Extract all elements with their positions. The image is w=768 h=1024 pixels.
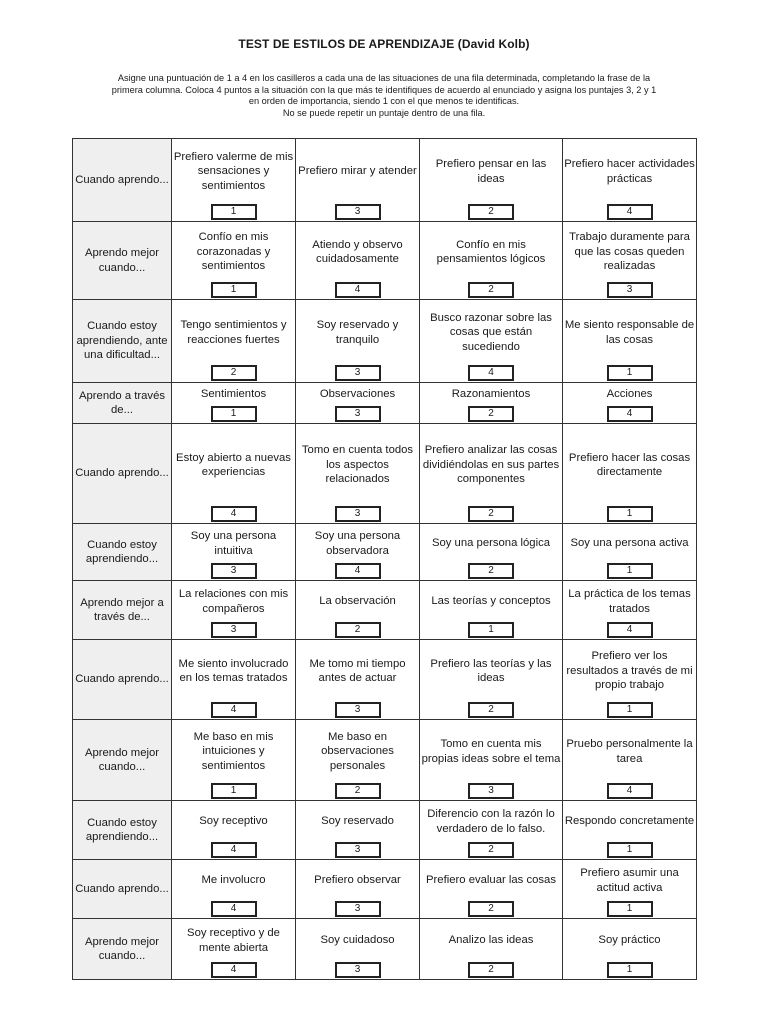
option-cell-content [296, 720, 419, 800]
option-cell-content [172, 720, 295, 800]
option-text: Prefiero valerme de mis sensaciones y sentimientos [173, 150, 294, 192]
row-label: Cuando estoy aprendiendo... [85, 538, 159, 565]
option-cell [296, 860, 420, 919]
table-row [73, 139, 697, 222]
row-label: Aprendo mejor cuando... [84, 935, 160, 962]
option-text: Analizo las ideas [448, 934, 534, 947]
option-cell-content [296, 383, 419, 423]
option-cell [172, 383, 296, 424]
score-box[interactable]: 2 [468, 406, 514, 422]
option-cell [296, 640, 420, 720]
option-text: Prefiero observar [314, 874, 401, 887]
option-text: Me tomo mi tiempo antes de actuar [309, 657, 406, 684]
option-cell-content [172, 524, 295, 580]
score-box[interactable]: 3 [335, 204, 381, 220]
option-cell-content [563, 640, 696, 719]
option-text: Trabajo duramente para que las cosas queden realizadas [569, 231, 690, 273]
option-cell-content [296, 581, 419, 639]
row-label-cell [73, 424, 172, 524]
option-cell-content [420, 383, 562, 423]
option-text: Me involucro [201, 874, 266, 887]
table-row [73, 383, 697, 424]
row-label: Aprendo mejor cuando... [84, 746, 160, 773]
option-cell [563, 300, 697, 383]
option-cell-content [172, 383, 295, 423]
row-label: Cuando aprendo... [75, 173, 169, 186]
option-cell [563, 139, 697, 222]
option-text: Prefiero hacer las cosas directamente [568, 451, 691, 478]
option-cell [296, 222, 420, 300]
option-cell-content [420, 222, 562, 299]
row-label: Aprendo a través de... [78, 389, 166, 416]
option-cell [296, 300, 420, 383]
score-box[interactable]: 2 [211, 365, 257, 381]
option-cell-content [563, 581, 696, 639]
option-cell-content [296, 524, 419, 580]
option-cell [172, 860, 296, 919]
option-cell [172, 222, 296, 300]
score-box[interactable]: 4 [607, 204, 653, 220]
learning-styles-table [72, 138, 697, 980]
option-text: Respondo concretamente [564, 815, 695, 828]
score-box[interactable]: 4 [211, 962, 257, 978]
table-row [73, 424, 697, 524]
option-text: La relaciones con mis compañeros [178, 588, 289, 615]
option-cell [296, 424, 420, 524]
option-cell-content [563, 860, 696, 918]
score-box[interactable]: 3 [335, 365, 381, 381]
table-row [73, 801, 697, 860]
score-box[interactable]: 1 [607, 702, 653, 718]
option-text: Razonamientos [451, 388, 531, 401]
option-text: Prefiero ver los resultados a través de mi propio trabajo [566, 650, 693, 692]
option-cell-content [563, 720, 696, 800]
option-text: Soy una persona activa [570, 537, 689, 550]
option-cell [420, 383, 563, 424]
option-cell [563, 919, 697, 980]
option-cell-content [172, 860, 295, 918]
option-cell-content [420, 801, 562, 859]
row-label: Cuando aprendo... [75, 882, 169, 895]
option-cell [563, 860, 697, 919]
score-box[interactable]: 3 [335, 901, 381, 917]
option-text: Acciones [606, 388, 653, 401]
option-text: Soy cuidadoso [320, 934, 395, 947]
option-cell [420, 139, 563, 222]
score-box[interactable]: 1 [211, 204, 257, 220]
score-box[interactable]: 1 [607, 842, 653, 858]
option-cell-content [420, 919, 562, 979]
option-cell [563, 801, 697, 860]
score-box[interactable]: 2 [468, 506, 514, 522]
score-box[interactable]: 2 [468, 962, 514, 978]
option-cell [420, 300, 563, 383]
option-cell [296, 581, 420, 640]
instructions [74, 73, 694, 119]
option-cell-content [296, 640, 419, 719]
option-cell-content [296, 801, 419, 859]
score-box[interactable]: 2 [468, 702, 514, 718]
row-label: Cuando estoy aprendiendo... [85, 816, 159, 843]
option-cell [172, 801, 296, 860]
score-box[interactable]: 3 [335, 406, 381, 422]
option-cell-content [420, 424, 562, 523]
option-text: Las teorías y conceptos [431, 595, 551, 608]
option-cell-content [563, 801, 696, 859]
score-box[interactable]: 2 [468, 901, 514, 917]
table-row [73, 720, 697, 801]
score-box[interactable]: 4 [211, 702, 257, 718]
option-text: Tomo en cuenta mis propias ideas sobre el tema [421, 738, 561, 765]
option-text: Sentimientos [200, 388, 267, 401]
option-cell [296, 720, 420, 801]
option-cell-content [563, 300, 696, 382]
option-cell [420, 919, 563, 980]
option-text: Soy receptivo [199, 815, 268, 828]
score-box[interactable]: 1 [211, 282, 257, 298]
option-cell [172, 300, 296, 383]
score-box[interactable]: 4 [335, 282, 381, 298]
score-box[interactable]: 3 [335, 702, 381, 718]
option-cell-content [172, 424, 295, 523]
option-text: Diferencio con la razón lo verdadero de lo falso. [427, 808, 555, 835]
row-label-cell [73, 720, 172, 801]
option-cell-content [296, 919, 419, 979]
score-box[interactable]: 2 [468, 563, 514, 579]
score-box[interactable]: 1 [607, 901, 653, 917]
option-text: Confío en mis pensamientos lógicos [436, 238, 546, 265]
option-cell [563, 524, 697, 581]
option-text: Atiendo y observo cuidadosamente [312, 238, 403, 265]
option-text: Prefiero evaluar las cosas [426, 874, 556, 887]
row-label-cell [73, 801, 172, 860]
option-text: Me siento responsable de las cosas [564, 319, 695, 346]
option-cell-content [296, 139, 419, 221]
instruction-line: en orden de importancia, siendo 1 con el que menos te identificas. [248, 96, 520, 106]
option-cell [172, 640, 296, 720]
table-row [73, 222, 697, 300]
option-cell-content [563, 222, 696, 299]
option-cell [563, 720, 697, 801]
option-text: Tengo sentimientos y reacciones fuertes [180, 319, 287, 346]
option-cell-content [563, 919, 696, 979]
option-cell [296, 139, 420, 222]
score-box[interactable]: 2 [335, 622, 381, 638]
score-box[interactable]: 1 [607, 563, 653, 579]
option-cell-content [420, 860, 562, 918]
score-box[interactable]: 3 [335, 842, 381, 858]
option-cell [420, 801, 563, 860]
score-box[interactable]: 4 [607, 622, 653, 638]
option-cell [296, 801, 420, 860]
option-text: Prefiero analizar las cosas dividiéndolas en sus partes componentes [422, 444, 560, 486]
row-label-cell [73, 640, 172, 720]
option-cell-content [296, 860, 419, 918]
option-text: Soy receptivo y de mente abierta [187, 927, 280, 954]
row-label: Cuando estoy aprendiendo, ante una dificultad... [76, 320, 168, 362]
option-cell [563, 640, 697, 720]
instruction-line: Asigne una puntuación de 1 a 4 en los casilleros a cada una de las situaciones de una fila determinada, completando la frase de la [117, 73, 651, 83]
option-text: Me baso en observaciones personales [321, 730, 394, 772]
option-cell-content [172, 222, 295, 299]
score-box[interactable]: 2 [468, 282, 514, 298]
score-box[interactable]: 1 [607, 365, 653, 381]
option-text: Prefiero hacer actividades prácticas [564, 158, 695, 185]
option-text: Observaciones [319, 388, 396, 401]
option-text: Prefiero las teorías y las ideas [430, 657, 552, 684]
option-cell [296, 919, 420, 980]
option-cell [420, 640, 563, 720]
score-box[interactable]: 1 [468, 622, 514, 638]
row-label-cell [73, 222, 172, 300]
option-cell [420, 222, 563, 300]
score-box[interactable]: 1 [211, 783, 257, 799]
table-row [73, 640, 697, 720]
option-text: Me baso en mis intuiciones y sentimientos [193, 730, 274, 772]
option-text: Pruebo personalmente la tarea [566, 738, 693, 765]
score-box[interactable]: 1 [607, 962, 653, 978]
option-cell-content [563, 524, 696, 580]
option-text: Soy práctico [598, 934, 661, 947]
option-cell-content [172, 581, 295, 639]
option-cell [172, 424, 296, 524]
option-cell-content [563, 139, 696, 221]
score-box[interactable]: 3 [211, 622, 257, 638]
option-text: Soy reservado y tranquilo [316, 319, 399, 346]
option-cell-content [420, 581, 562, 639]
row-label: Aprendo mejor a través de... [80, 596, 164, 623]
option-cell [563, 581, 697, 640]
score-box[interactable]: 3 [468, 783, 514, 799]
option-cell [172, 524, 296, 581]
option-text: Prefiero pensar en las ideas [435, 158, 547, 185]
score-box[interactable]: 3 [211, 563, 257, 579]
option-cell-content [420, 139, 562, 221]
row-label: Cuando aprendo... [75, 673, 169, 686]
table-row [73, 860, 697, 919]
option-cell [172, 581, 296, 640]
option-text: Prefiero mirar y atender [298, 165, 417, 178]
option-cell [296, 524, 420, 581]
option-cell-content [296, 424, 419, 523]
option-cell [563, 424, 697, 524]
option-cell-content [296, 222, 419, 299]
row-label: Cuando aprendo... [75, 467, 169, 480]
option-cell-content [420, 720, 562, 800]
option-text: Busco razonar sobre las cosas que están sucediendo [430, 311, 552, 353]
table-row [73, 300, 697, 383]
score-box[interactable]: 2 [468, 842, 514, 858]
option-cell [563, 222, 697, 300]
option-cell [172, 720, 296, 801]
table-row [73, 524, 697, 581]
score-box[interactable]: 1 [607, 506, 653, 522]
option-text: La observación [319, 595, 396, 608]
score-box[interactable]: 1 [211, 406, 257, 422]
table-row [73, 919, 697, 980]
row-label: Aprendo mejor cuando... [84, 247, 160, 274]
option-cell-content [172, 640, 295, 719]
option-cell-content [172, 300, 295, 382]
option-text: Soy una persona intuitiva [190, 530, 277, 557]
option-cell-content [296, 300, 419, 382]
option-text: Soy una persona observadora [314, 530, 401, 557]
option-cell-content [563, 424, 696, 523]
option-cell-content [172, 801, 295, 859]
row-label-cell [73, 139, 172, 222]
option-cell [172, 139, 296, 222]
score-box[interactable]: 4 [211, 842, 257, 858]
option-text: Prefiero asumir una actitud activa [580, 867, 679, 894]
option-cell [420, 860, 563, 919]
row-label-cell [73, 383, 172, 424]
page-title: TEST DE ESTILOS DE APRENDIZAJE (David Kolb) [238, 37, 530, 51]
option-cell [172, 919, 296, 980]
score-box[interactable]: 4 [468, 365, 514, 381]
option-text: Estoy abierto a nuevas experiencias [176, 451, 291, 478]
score-box[interactable]: 4 [607, 406, 653, 422]
score-box[interactable]: 3 [607, 282, 653, 298]
option-text: Tomo en cuenta todos los aspectos relacionados [301, 444, 414, 486]
instruction-line: primera columna. Coloca 4 puntos a la situación con la que más te identifiques de acuerdo al enunciado y asigna los puntajes 3, 2 y 1 [111, 84, 657, 95]
option-cell [420, 424, 563, 524]
option-cell-content [172, 139, 295, 221]
row-label-cell [73, 524, 172, 581]
option-text: Me siento involucrado en los temas tratados [178, 657, 289, 684]
score-box[interactable]: 2 [335, 783, 381, 799]
option-cell [563, 383, 697, 424]
score-box[interactable]: 2 [468, 204, 514, 220]
option-cell [420, 581, 563, 640]
option-text: La práctica de los temas tratados [568, 588, 691, 615]
score-box[interactable]: 3 [335, 506, 381, 522]
row-label-cell [73, 300, 172, 383]
option-cell-content [420, 524, 562, 580]
score-box[interactable]: 4 [335, 563, 381, 579]
option-text: Confío en mis corazonadas y sentimientos [196, 231, 271, 273]
option-cell-content [420, 640, 562, 719]
option-text: Soy reservado [321, 815, 394, 828]
option-cell [420, 524, 563, 581]
option-cell-content [172, 919, 295, 979]
option-cell [420, 720, 563, 801]
score-box[interactable]: 4 [607, 783, 653, 799]
row-label-cell [73, 860, 172, 919]
score-box[interactable]: 4 [211, 901, 257, 917]
row-label-cell [73, 581, 172, 640]
score-box[interactable]: 3 [335, 962, 381, 978]
table-row [73, 581, 697, 640]
score-box[interactable]: 4 [211, 506, 257, 522]
row-label-cell [73, 919, 172, 980]
option-cell-content [563, 383, 696, 423]
option-cell-content [420, 300, 562, 382]
option-text: Soy una persona lógica [431, 537, 551, 550]
instruction-line: No se puede repetir un puntaje dentro de una fila. [282, 107, 486, 118]
option-cell [296, 383, 420, 424]
